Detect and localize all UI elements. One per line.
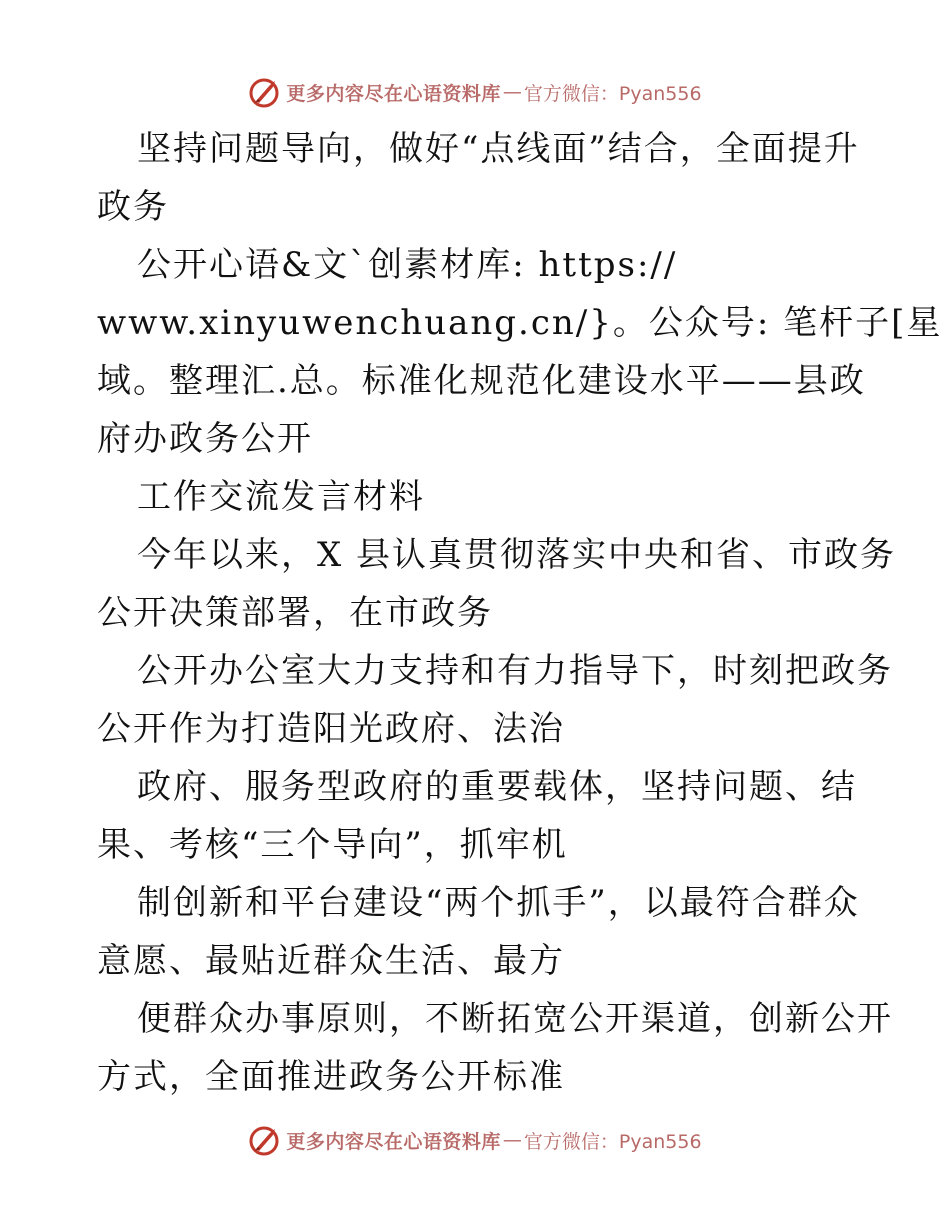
footer-wechat-text: 官方微信：Pyan556 [523, 1130, 702, 1153]
body-line: 公开办公室大力支持和有力指导下，时刻把政务 [137, 651, 893, 691]
footer-site-text: 更多内容尽在心语资料库 [286, 1130, 501, 1153]
body-line: 方式，全面推进政务公开标准 [97, 1057, 565, 1097]
body-line: 公开决策部署，在市政务 [97, 593, 493, 633]
body-line: 意愿、最贴近群众生活、最方 [97, 941, 565, 981]
body-line: 工作交流发言材料 [137, 477, 425, 517]
body-line: 便群众办事原则，不断拓宽公开渠道，创新公开 [137, 999, 893, 1039]
header-separator: — [502, 81, 522, 103]
document-body [97, 120, 943, 1106]
header-site-text: 更多内容尽在心语资料库 [286, 82, 501, 105]
body-line: 制创新和平台建设“两个抓手”，以最符合群众 [137, 883, 860, 923]
footer-banner [0, 1120, 950, 1160]
footer-separator: — [502, 1129, 522, 1151]
pen-logo-icon [248, 1123, 282, 1157]
body-line: 今年以来，X 县认真贯彻落实中央和省、市政务 [137, 535, 897, 575]
body-line: 公开作为打造阳光政府、法治 [97, 709, 565, 749]
body-line: 政府、服务型政府的重要载体，坚持问题、结 [137, 767, 857, 807]
body-line: 公开心语&文`创素材库: https:// [137, 245, 678, 285]
pen-logo-icon [248, 75, 282, 109]
body-line: 果、考核“三个导向”，抓牢机 [97, 825, 568, 865]
body-line: 坚持问题导向，做好“点线面”结合，全面提升 [137, 129, 860, 169]
body-line: www.xinyuwenchuang.cn/}。公众号: 笔杆子[星 [97, 303, 943, 343]
header-banner [0, 72, 950, 112]
header-wechat-text: 官方微信：Pyan556 [523, 82, 702, 105]
body-line: 域。整理汇.总。标准化规范化建设水平——县政 [97, 361, 866, 401]
body-line: 政务 [97, 187, 169, 227]
body-line: 府办政务公开 [97, 419, 313, 459]
